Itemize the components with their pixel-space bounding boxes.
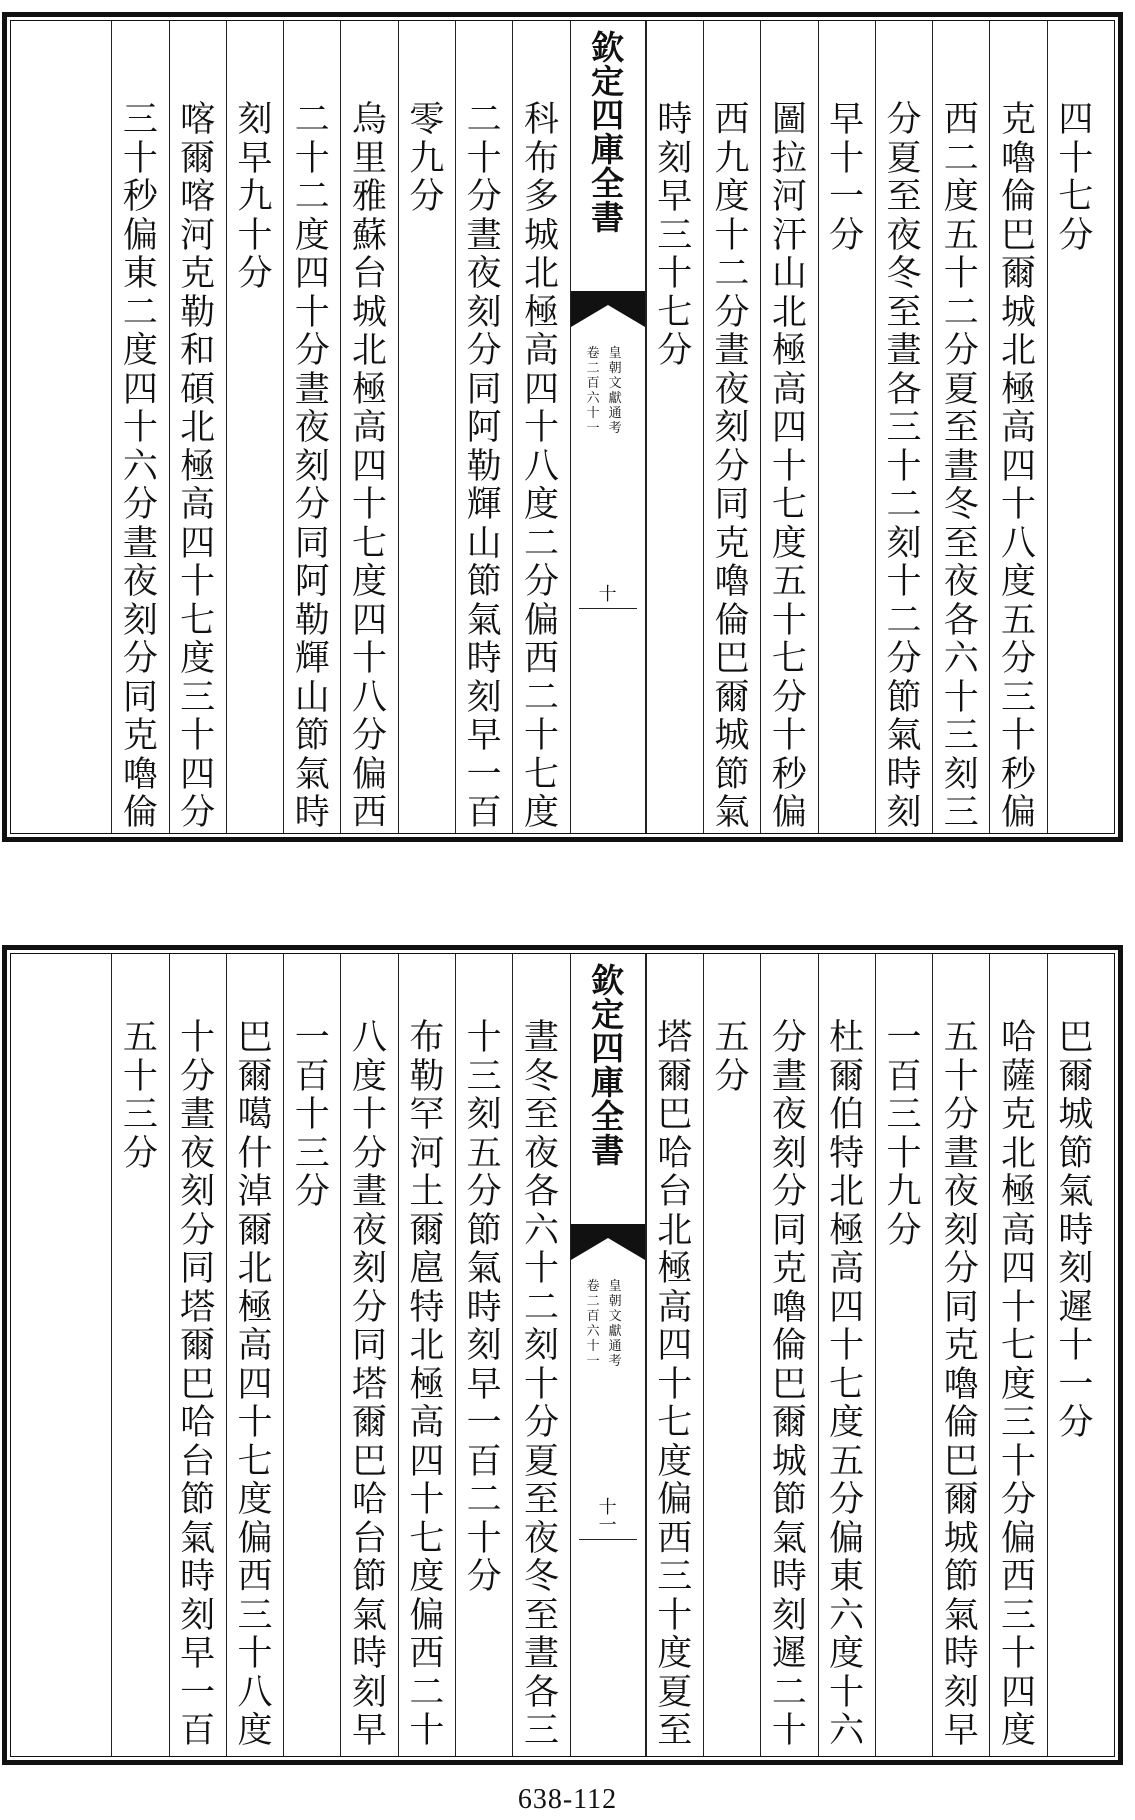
text-column — [283, 21, 340, 833]
text-column — [703, 21, 760, 833]
folio-rule — [579, 608, 637, 609]
book-title: 欽 定 四 庫 全 書 — [591, 961, 625, 1170]
text-column — [875, 21, 932, 833]
text-column — [875, 954, 932, 1756]
text-column — [226, 21, 283, 833]
sub-title: 皇 朝 文 獻 通 考 — [608, 1279, 622, 1369]
text-column — [932, 21, 989, 833]
column-text: 巴 爾 噶 什 淖 爾 北 極 高 四 十 七 度 偏 西 三 十 八 度 — [237, 1018, 273, 1751]
column-text: 哈 薩 克 北 極 高 四 十 七 度 三 十 分 偏 西 三 十 四 度 — [1001, 1018, 1037, 1751]
text-column — [760, 954, 817, 1756]
center-fold-column — [570, 954, 646, 1756]
text-column — [989, 21, 1046, 833]
text-column — [646, 954, 703, 1756]
folio-rule — [579, 1539, 637, 1540]
text-column — [340, 21, 397, 833]
text-column — [169, 21, 226, 833]
column-text: 西 二 度 五 十 二 分 夏 至 晝 冬 至 夜 各 六 十 三 刻 三 — [943, 100, 979, 833]
column-text: 二 十 二 度 四 十 分 晝 夜 刻 分 同 阿 勒 輝 山 節 氣 時 — [294, 100, 330, 833]
column-text: 分 夏 至 夜 冬 至 晝 各 三 十 二 刻 十 二 分 節 氣 時 刻 — [886, 100, 922, 833]
text-column — [932, 954, 989, 1756]
column-grid — [10, 20, 1115, 834]
text-column — [455, 954, 512, 1756]
text-column — [111, 21, 168, 833]
book-title: 欽 定 四 庫 全 書 — [591, 28, 625, 237]
fishtail-ornament — [571, 291, 645, 327]
text-column — [512, 954, 569, 1756]
text-column — [818, 954, 875, 1756]
column-text: 十 三 刻 五 分 節 氣 時 刻 早 一 百 二 十 分 — [466, 1018, 502, 1597]
column-text: 克 嚕 倫 巴 爾 城 北 極 高 四 十 八 度 五 分 三 十 秒 偏 — [1001, 100, 1037, 833]
folio-number: 十 — [598, 584, 617, 605]
column-text: 晝 冬 至 夜 各 六 十 二 刻 十 分 夏 至 夜 冬 至 晝 各 三 — [523, 1018, 559, 1751]
column-text: 四 十 七 分 — [1058, 100, 1094, 256]
column-text: 五 十 三 分 — [122, 1018, 158, 1174]
column-text: 塔 爾 巴 哈 台 北 極 高 四 十 七 度 偏 西 三 十 度 夏 至 — [657, 1018, 693, 1751]
column-text: 布 勒 罕 河 土 爾 扈 特 北 極 高 四 十 七 度 偏 西 二 十 — [409, 1018, 445, 1751]
column-grid — [10, 953, 1115, 1757]
text-column — [340, 954, 397, 1756]
column-text: 烏 里 雅 蘇 台 城 北 極 高 四 十 七 度 四 十 八 分 偏 西 — [352, 100, 388, 833]
text-column — [226, 954, 283, 1756]
column-text: 二 十 分 晝 夜 刻 分 同 阿 勒 輝 山 節 氣 時 刻 早 一 百 — [466, 100, 502, 833]
page-frame — [2, 12, 1123, 842]
text-column — [398, 21, 455, 833]
column-text: 西 九 度 十 二 分 晝 夜 刻 分 同 克 嚕 倫 巴 爾 城 節 氣 — [714, 100, 750, 833]
column-text: 一 百 十 三 分 — [294, 1018, 330, 1212]
text-column — [283, 954, 340, 1756]
text-column — [169, 954, 226, 1756]
volume-number: 卷 二 百 六 十 一 — [586, 346, 600, 436]
sub-title: 皇 朝 文 獻 通 考 — [608, 346, 622, 436]
column-text: 零 九 分 — [409, 100, 445, 217]
text-column — [989, 954, 1046, 1756]
text-column — [760, 21, 817, 833]
column-text: 科 布 多 城 北 極 高 四 十 八 度 二 分 偏 西 二 十 七 度 — [523, 100, 559, 833]
text-column — [512, 21, 569, 833]
text-column — [646, 21, 703, 833]
column-text: 分 晝 夜 刻 分 同 克 嚕 倫 巴 爾 城 節 氣 時 刻 遲 二 十 — [771, 1018, 807, 1751]
page-id-footer: 638-112 — [517, 1784, 618, 1815]
text-column — [1047, 954, 1104, 1756]
fishtail-ornament — [571, 1224, 645, 1260]
column-text: 三 十 秒 偏 東 二 度 四 十 六 分 晝 夜 刻 分 同 克 嚕 倫 — [122, 100, 158, 833]
page-frame — [2, 945, 1123, 1765]
column-text: 時 刻 早 三 十 七 分 — [657, 100, 693, 371]
text-column — [818, 21, 875, 833]
page-bottom — [0, 910, 1135, 1820]
center-fold-column — [570, 21, 646, 833]
column-text: 杜 爾 伯 特 北 極 高 四 十 七 度 五 分 偏 東 六 度 十 六 — [829, 1018, 865, 1751]
column-text: 十 分 晝 夜 刻 分 同 塔 爾 巴 哈 台 節 氣 時 刻 早 一 百 — [180, 1018, 216, 1751]
text-column — [398, 954, 455, 1756]
column-text: 巴 爾 城 節 氣 時 刻 遲 十 一 分 — [1058, 1018, 1094, 1443]
text-column — [703, 954, 760, 1756]
text-column — [455, 21, 512, 833]
text-column — [1047, 21, 1104, 833]
text-column — [111, 954, 168, 1756]
volume-number: 卷 二 百 六 十 一 — [586, 1279, 600, 1369]
column-text: 早 十 一 分 — [829, 100, 865, 256]
column-text: 圖 拉 河 汗 山 北 極 高 四 十 七 度 五 十 七 分 十 秒 偏 — [771, 100, 807, 833]
column-text: 五 分 — [714, 1018, 750, 1097]
column-text: 五 十 分 晝 夜 刻 分 同 克 嚕 倫 巴 爾 城 節 氣 時 刻 早 — [943, 1018, 979, 1751]
folio-number: 十 一 — [598, 1497, 617, 1536]
column-text: 喀 爾 喀 河 克 勒 和 碩 北 極 高 四 十 七 度 三 十 四 分 — [180, 100, 216, 833]
column-text: 一 百 三 十 九 分 — [886, 1018, 922, 1251]
column-text: 八 度 十 分 晝 夜 刻 分 同 塔 爾 巴 哈 台 節 氣 時 刻 早 — [352, 1018, 388, 1751]
column-text: 刻 早 九 十 分 — [237, 100, 273, 294]
